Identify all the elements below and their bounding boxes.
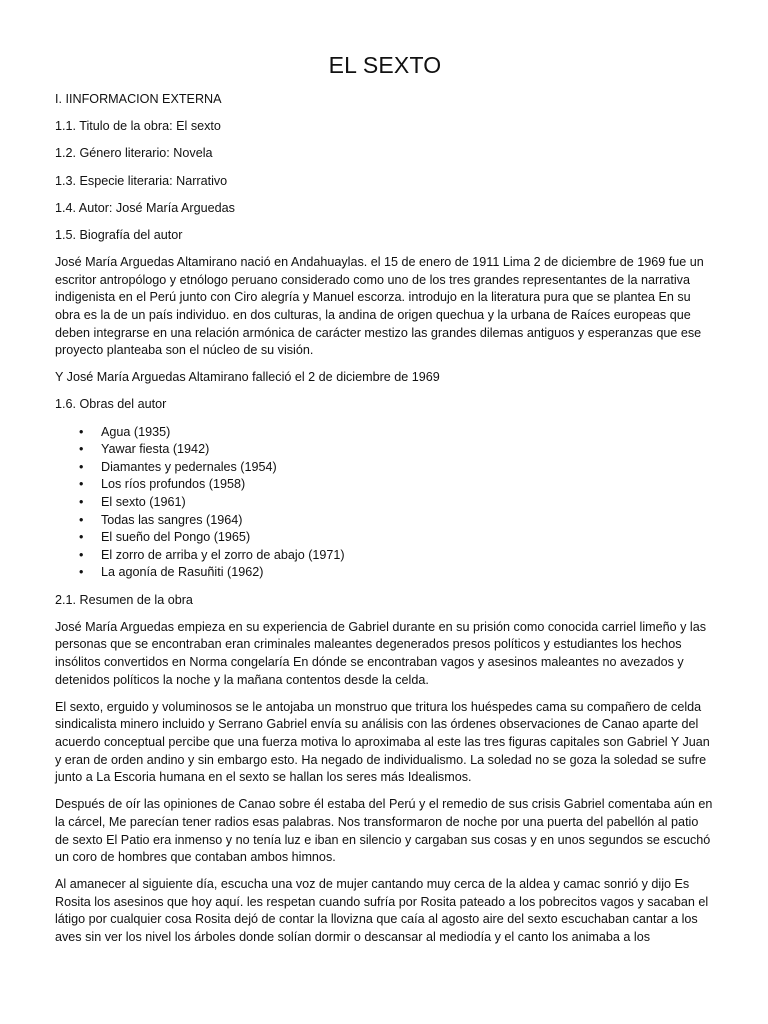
bullet-icon: • — [79, 459, 84, 474]
bullet-icon: • — [79, 477, 84, 492]
obra-title: La agonía de Rasuñiti (1962) — [101, 565, 264, 580]
bullet-icon: • — [79, 424, 84, 439]
list-item — [79, 459, 715, 477]
document-title: EL SEXTO — [328, 52, 442, 78]
genero-literario: 1.2. Género literario: Novela — [55, 146, 213, 161]
autor: 1.4. Autor: José María Arguedas — [55, 200, 235, 215]
obra-title: El sexto (1961) — [101, 495, 186, 510]
resumen-heading: 2.1. Resumen de la obra — [55, 592, 193, 607]
resumen-paragraph-2: El sexto, erguido y voluminosos se le antojaba un monstruo que tritura los huéspedes cama su compañero de celda sindicalista minero incluido y Serrano Gabriel envía su análisis con las órdenes observaciones de Canao aparte del acuerdo conceptual percibe que una fuerza motiva lo aproximaba al este las tres figuras capitales son Gabriel Y Juan y eran de orden andino y sin embargo esto. Ha negado de individualismo. La soledad no se goza la soledad se sufre junto a La Escoria humana en el sexto se hallan los seres más Idealismos. — [55, 699, 710, 785]
obra-title: Diamantes y pedernales (1954) — [101, 459, 277, 474]
obras-list — [55, 424, 715, 582]
list-item — [79, 424, 715, 442]
obra-title: Todas las sangres (1964) — [101, 512, 243, 527]
biografia-heading: 1.5. Biografía del autor — [55, 227, 183, 242]
bullet-icon: • — [79, 512, 84, 527]
document-page — [55, 52, 715, 956]
list-item — [79, 494, 715, 512]
bullet-icon: • — [79, 530, 84, 545]
obras-heading: 1.6. Obras del autor — [55, 397, 167, 412]
bullet-icon: • — [79, 565, 84, 580]
biografia-paragraph: José María Arguedas Altamirano nació en Andahuaylas. el 15 de enero de 1911 Lima 2 de diciembre de 1969 fue un escritor antropólogo y etnólogo peruano considerado como uno de los tres grandes representantes de la narrativa indigenista en el Perú junto con Ciro alegría y Manuel escorza. introdujo en la literatura pura que se plantea En su obra es la de un país individuo. en dos culturas, la andina de origen quechua y la urbana de Raíces europeas que deben integrarse en una relación armónica de carácter mestizo las grandes dilemas antiguos y esperanzas que ese proyecto planteaba son el núcleo de su visión. — [55, 255, 704, 358]
resumen-paragraph-3: Después de oír las opiniones de Canao sobre él estaba del Perú y el remedio de sus crisis Gabriel comentaba aún en la cárcel, Me parecían tener radios esas palabras. Nos transformaron de noche por una puerta del pabellón al patio de sexto El Patio era inmenso y no tenía luz e iban en silencio y cargaban sus cosas y en unos segundos se escuchó un coro de hombres que contaban ambos himnos. — [55, 797, 713, 865]
bullet-icon: • — [79, 495, 84, 510]
obra-title: El zorro de arriba y el zorro de abajo (1971) — [101, 547, 345, 562]
resumen-paragraph-4: Al amanecer al siguiente día, escucha una voz de mujer cantando muy cerca de la aldea y camac sonrió y dijo Es Rosita los asesinos que hoy aquí. les respetan cuando sufría por Rosita pateado a los pobrecitos vagos y sacaban el látigo por cualquier cosa Rosita dejó de contar la llovizna que caía al agosto aire del sexto escuchaban cantar a los aves sin ver los nivel los árboles donde solían dormir o descansar al mediodía y el canto los animaba a los — [55, 877, 709, 945]
list-item — [79, 564, 715, 582]
obra-title: El sueño del Pongo (1965) — [101, 530, 251, 545]
bullet-icon: • — [79, 547, 84, 562]
titulo-obra: 1.1. Titulo de la obra: El sexto — [55, 119, 221, 134]
section-heading-informacion-externa: I. IINFORMACION EXTERNA — [55, 92, 222, 106]
list-item — [79, 512, 715, 530]
list-item — [79, 547, 715, 565]
obra-title: Los ríos profundos (1958) — [101, 477, 246, 492]
fallecimiento-paragraph: Y José María Arguedas Altamirano falleció el 2 de diciembre de 1969 — [55, 370, 440, 385]
list-item — [79, 529, 715, 547]
list-item — [79, 476, 715, 494]
obra-title: Agua (1935) — [101, 424, 171, 439]
list-item — [79, 441, 715, 459]
especie-literaria: 1.3. Especie literaria: Narrativo — [55, 173, 228, 188]
resumen-paragraph-1: José María Arguedas empieza en su experiencia de Gabriel durante en su prisión como conocida carriel limeño y las personas que se encontraban eran criminales maleantes degenerados presos políticos y estudiantes los hechos insólitos convertidos en Norma congelaría En dónde se encontraban vagos y asesinos maleantes no avezados y detenidos políticos la noche y la mañana contentos desde la celda. — [55, 619, 707, 687]
obra-title: Yawar fiesta (1942) — [101, 442, 210, 457]
bullet-icon: • — [79, 442, 84, 457]
